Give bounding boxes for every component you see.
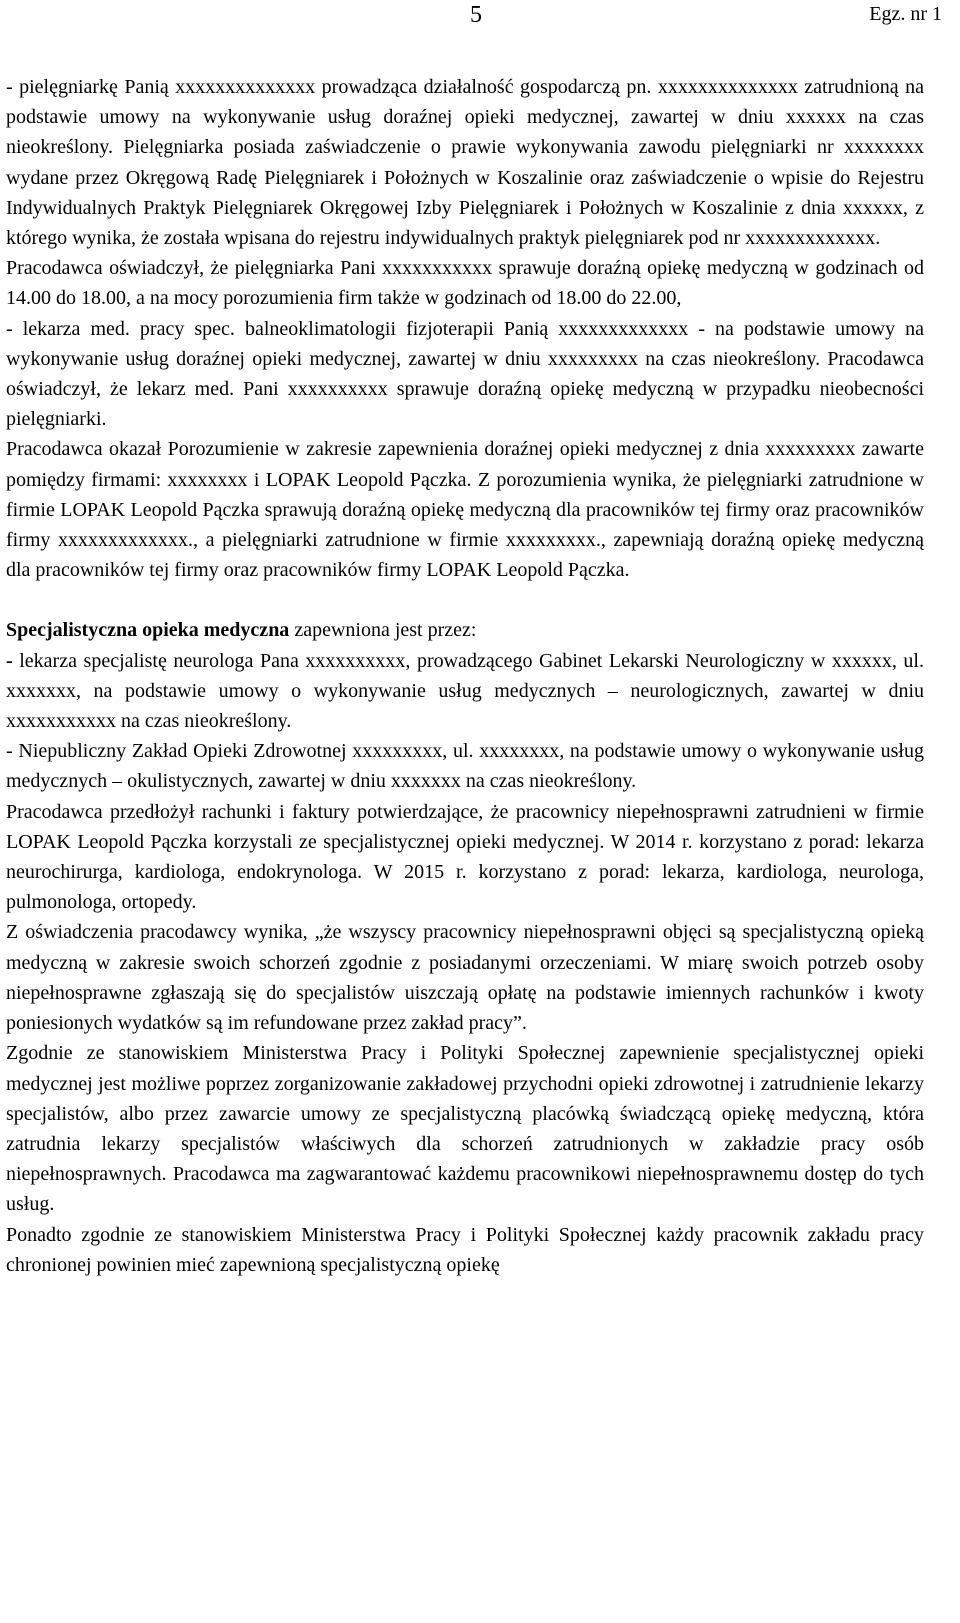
document-body xyxy=(6,72,924,1280)
paragraph-ministry-position: Zgodnie ze stanowiskiem Ministerstwa Pracy i Polityki Społecznej zapewnienie specjalistycznej opieki medycznej jest możliwe poprzez zorganizowanie zakładowej przychodni opieki zdrowotnej i zatrudnienie lekarzy specjalistów, albo przez zawarcie umowy ze specjalistyczną placówką świadczącą opiekę medyczną, która zatrudnia lekarzy specjalistów właściwych dla schorzeń zatrudnionych w zakładzie pracy osób niepełnosprawnych. Pracodawca ma zagwarantować każdemu pracownikowi niepełnosprawnemu dostęp do tych usług. xyxy=(6,1042,924,1216)
paragraph-agreement: Pracodawca okazał Porozumienie w zakresie zapewnienia doraźnej opieki medycznej z dnia xxxxxxxxx zawarte pomiędzy firmami: xxxxxxxx i LOPAK Leopold Pączka. Z porozumienia wynika, że pielęgniarki zatrudnione w firmie LOPAK Leopold Pączka sprawują doraźną opiekę medyczną dla pracowników tej firmy oraz pracowników firmy xxxxxxxxxxxxx., a pielęgniarki zatrudnione w firmie xxxxxxxxx., zapewniają doraźną opiekę medyczną dla pracowników tej firmy oraz pracowników firmy LOPAK Leopold Pączka. xyxy=(6,438,924,582)
paragraph-doctor: - lekarza med. pracy spec. balneoklimatologii fizjoterapii Panią xxxxxxxxxxxxx - na podstawie umowy na wykonywanie usług doraźnej opieki medycznej, zawartej w dniu xxxxxxxxx na czas nieokreślony. Pracodawca oświadczył, że lekarz med. Pani xxxxxxxxxx sprawuje doraźną opiekę medyczną w przypadku nieobecności pielęgniarki. xyxy=(6,317,924,431)
list-dash: - xyxy=(6,649,13,672)
page-number: 5 xyxy=(470,2,482,28)
specialist-heading xyxy=(6,615,924,645)
paragraph-continuation: Ponadto zgodnie ze stanowiskiem Ministerstwa Pracy i Polityki Społecznej każdy pracownik zakładu pracy chronionej powinien mieć zapewnioną specjalistyczną opiekę xyxy=(6,1223,924,1276)
specialist-heading-rest: zapewniona jest przez: xyxy=(289,619,477,642)
paragraph-neurologist xyxy=(6,646,924,737)
paragraph-neurologist-text: lekarza specjalistę neurologa Pana xxxxxxxxxx, prowadzącego Gabinet Lekarski Neurologiczny w xxxxxx, ul. xxxxxxx, na podstawie umowy o wykonywanie usług medycznych – neurologicznych, zawartej w dniu xxxxxxxxxxx na czas nieokreślony. xyxy=(6,649,924,733)
paragraph-nurse-hours: Pracodawca oświadczył, że pielęgniarka Pani xxxxxxxxxxx sprawuje doraźną opiekę medyczną w godzinach od 14.00 do 18.00, a na mocy porozumienia firm także w godzinach od 18.00 do 22.00, xyxy=(6,257,924,310)
specialist-heading-bold: Specjalistyczna opieka medyczna xyxy=(6,619,290,642)
paragraph-ophthalmology: - Niepubliczny Zakład Opieki Zdrowotnej xxxxxxxxx, ul. xxxxxxxx, na podstawie umowy o wykonywanie usług medycznych – okulistycznych, zawartej w dniu xxxxxxx na czas nieokreślony. xyxy=(6,740,924,793)
paragraph-invoices: Pracodawca przedłożył rachunki i faktury potwierdzające, że pracownicy niepełnosprawni zatrudnieni w firmie LOPAK Leopold Pączka korzystali ze specjalistycznej opieki medycznej. W 2014 r. korzystano z porad: lekarza neurochirurga, kardiologa, endokrynologa. W 2015 r. korzystano z porad: lekarza, kardiologa, neurologa, pulmonologa, ortopedy. xyxy=(6,800,924,914)
paragraph-nurse: - pielęgniarkę Panią xxxxxxxxxxxxxx prowadząca działalność gospodarczą pn. xxxxxxxxxxxxxx zatrudnioną na podstawie umowy na wykonywanie usług doraźnej opieki medycznej, zawartej w dniu xxxxxx na czas nieokreślony. Pielęgniarka posiada zaświadczenie o prawie wykonywania zawodu pielęgniarki nr xxxxxxxx wydane przez Okręgową Radę Pielęgniarek i Położnych w Koszalinie oraz zaświadczenie o wpisie do Rejestru Indywidualnych Praktyk Pielęgniarek Okręgowej Izby Pielęgniarek i Położnych w Koszalinie z dnia xxxxxx, z którego wynika, że została wpisana do rejestru indywidualnych praktyk pielęgniarek pod nr xxxxxxxxxxxxx. xyxy=(6,76,924,250)
paragraph-employer-statement: Z oświadczenia pracodawcy wynika, „że wszyscy pracownicy niepełnosprawni objęci są specjalistyczną opieką medyczną w zakresie swoich schorzeń zgodnie z posiadanymi orzeczeniami. W miarę swoich potrzeb osoby niepełnosprawne zgłaszają się do specjalistów uiszczają opłatę na podstawie imiennych rachunków i kwoty poniesionych wydatków są im refundowane przez zakład pracy”. xyxy=(6,921,924,1035)
copy-number-label: Egz. nr 1 xyxy=(869,3,942,25)
